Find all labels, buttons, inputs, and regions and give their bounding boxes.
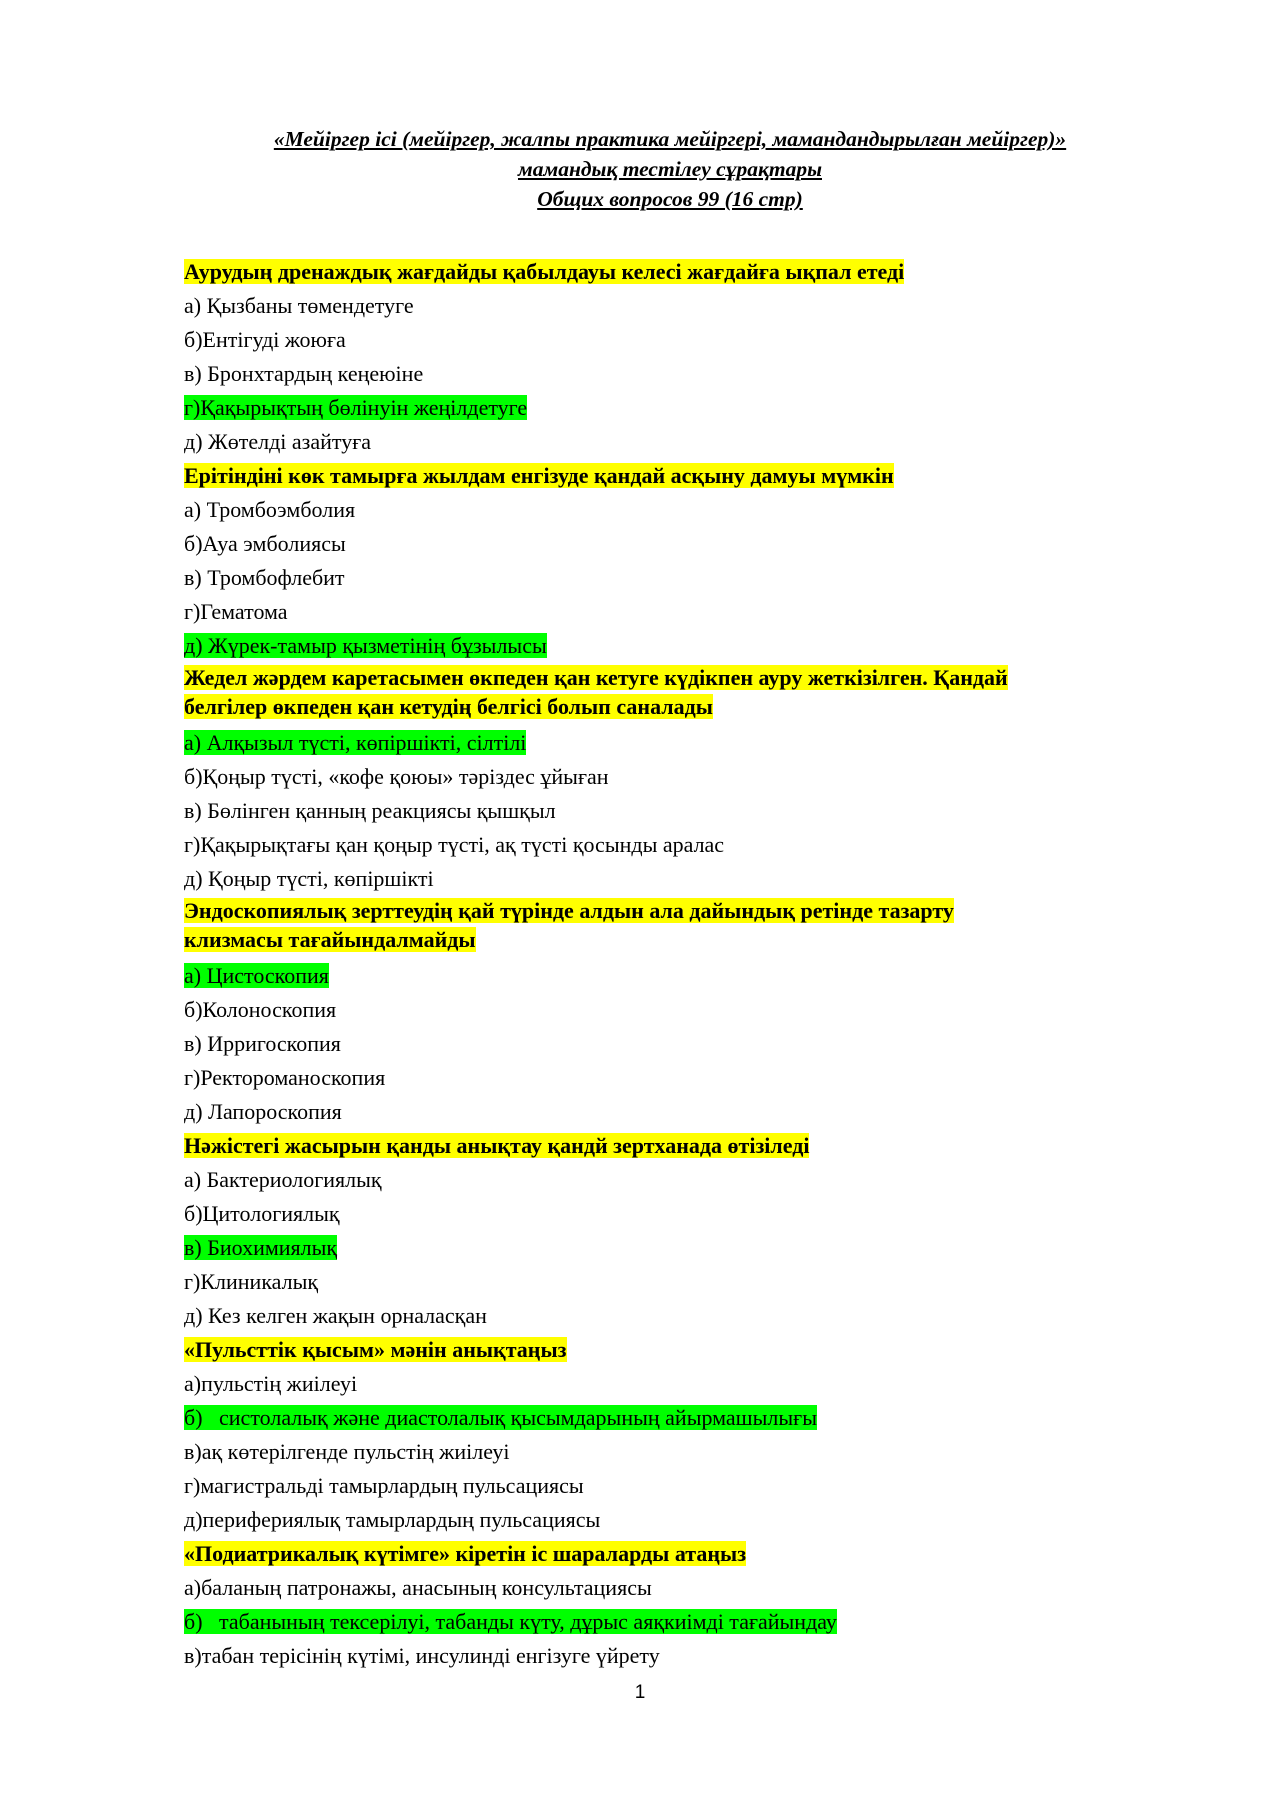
question-1-option-b: б)Ентігуді жоюға (184, 327, 346, 352)
question-1-option-d-correct: г)Қақырықтың бөлінуін жеңілдетуге (184, 395, 528, 420)
question-5-option-c-correct: в) Биохимиялық (184, 1235, 338, 1260)
question-6: «Пульсттік қысым» мәнін анықтаңыз (184, 1337, 567, 1362)
question-6-option-d: г)магистральді тамырлардың пульсациясы (184, 1473, 584, 1498)
question-7-option-c: в)табан терісінің күтімі, инсулинді енгізуге үйрету (184, 1643, 660, 1668)
question-7: «Подиатрикалық күтімге» кіретін іс шараларды атаңыз (184, 1541, 747, 1566)
question-2: Ерітіндіні көк тамырға жылдам енгізуде қандай асқыну дамуы мүмкін (184, 463, 894, 488)
question-3-option-c: в) Бөлінген қанның реакциясы қышқыл (184, 798, 556, 823)
question-3-option-d: г)Қақырықтағы қан қоңыр түсті, ақ түсті қосынды аралас (184, 832, 725, 857)
question-2-option-a: а) Тромбоэмболия (184, 497, 356, 522)
question-4-option-b: б)Колоноскопия (184, 997, 337, 1022)
question-6-option-b-correct: б) систолалық және диастолалық қысымдарының айырмашылығы (184, 1405, 817, 1430)
question-1-option-e: д) Жөтелді азайтуға (184, 429, 371, 454)
question-5: Нәжістегі жасырын қанды анықтау қандй зертханада өтізіледі (184, 1133, 810, 1158)
title-line-3: Общих вопросов 99 (16 стр) (537, 187, 803, 211)
question-list (184, 255, 1184, 1673)
question-6-option-a: а)пульстің жиілеуі (184, 1371, 358, 1396)
question-6-option-e: д)перифериялық тамырлардың пульсациясы (184, 1507, 601, 1532)
title-line-2: мамандық тестілеу сұрақтары (517, 157, 822, 181)
question-1-option-c: в) Бронхтардың кеңеюіне (184, 361, 424, 386)
question-4-option-c: в) Ирригоскопия (184, 1031, 341, 1056)
question-7-option-b-correct: б) табанының тексерілуі, табанды күту, дұрыс аяқкиімді тағайындау (184, 1609, 837, 1634)
question-1-option-a: а) Қызбаны төмендетуге (184, 293, 414, 318)
question-2-option-c: в) Тромбофлебит (184, 565, 345, 590)
question-5-option-b: б)Цитологиялық (184, 1201, 340, 1226)
question-7-option-a: а)баланың патронажы, анасының консультациясы (184, 1575, 652, 1600)
question-2-option-b: б)Ауа эмболиясы (184, 531, 346, 556)
question-1: Аурудың дренаждық жағдайды қабылдауы келесі жағдайға ықпал етеді (184, 259, 905, 284)
question-3: Жедел жәрдем каретасымен өкпеден қан кетуге күдікпен ауру жеткізілген. Қандай белгілер өкпеден қан кетудің белгісі болып саналады (184, 665, 1008, 719)
question-2-option-d: г)Гематома (184, 599, 288, 624)
question-6-option-c: в)ақ көтерілгенде пульстің жиілеуі (184, 1439, 510, 1464)
question-3-option-e: д) Қоңыр түсті, көпіршікті (184, 866, 434, 891)
question-4: Эндоскопиялық зерттеудің қай түрінде алдын ала дайындық ретінде тазарту клизмасы тағайындалмайды (184, 898, 954, 952)
page-number: 1 (634, 1682, 646, 1703)
question-4-option-e: д) Лапороскопия (184, 1099, 342, 1124)
question-5-option-e: д) Кез келген жақын орналасқан (184, 1303, 487, 1328)
document-title (160, 124, 1180, 214)
question-5-option-a: а) Бактериологиялық (184, 1167, 382, 1192)
question-2-option-e-correct: д) Жүрек-тамыр қызметінің бұзылысы (184, 633, 547, 658)
question-3-option-a-correct: а) Алқызыл түсті, көпіршікті, сілтілі (184, 730, 527, 755)
title-line-1: «Мейіргер ісі (мейіргер, жалпы практика мейіргері, мамандандырылған мейіргер)» (273, 127, 1067, 151)
question-4-option-a-correct: а) Цистоскопия (184, 963, 329, 988)
question-4-option-d: г)Ректороманоскопия (184, 1065, 386, 1090)
question-3-option-b: б)Қоңыр түсті, «кофе қоюы» тәріздес ұйыған (184, 764, 609, 789)
question-5-option-d: г)Клиникалық (184, 1269, 319, 1294)
